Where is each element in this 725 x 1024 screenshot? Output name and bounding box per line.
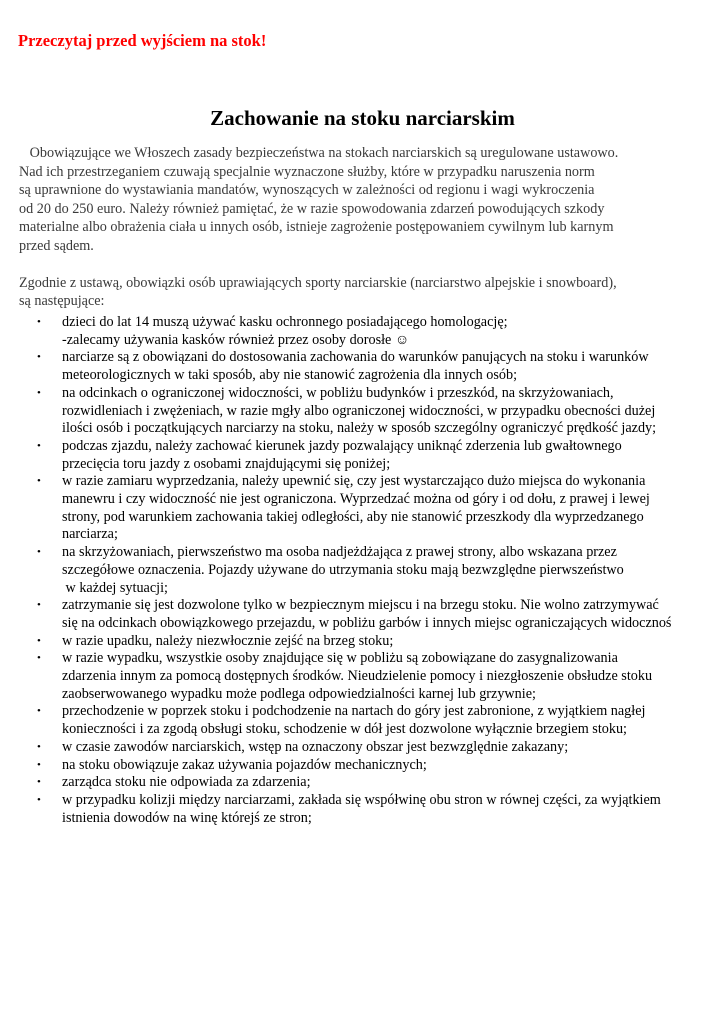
bullet-icon: • xyxy=(37,740,41,753)
rule-line: narciarza; xyxy=(62,526,118,543)
rule-line: ilości osób i początkujących narciarzy na stoku, należy w sposób szczególny ograniczyć prędkość jazdy; xyxy=(62,420,657,437)
rule-line: manewru i czy widoczność nie jest ograniczona. Wyprzedzać można od góry i od dołu, z prawej i lewej xyxy=(62,491,650,508)
bullet-icon: • xyxy=(37,316,41,328)
rule-line: w razie zamiaru wyprzedzania, należy upewnić się, czy jest wystarczająco dużo miejsca do wykonania xyxy=(62,473,646,490)
rule-line: na skrzyżowaniach, pierwszeństwo ma osoba nadjeżdżająca z prawej strony, albo wskazana przez xyxy=(62,544,617,561)
warning-heading: Przeczytaj przed wyjściem na stok! xyxy=(18,31,267,50)
rule-item xyxy=(19,774,719,792)
bullet-icon: • xyxy=(37,705,41,718)
bullet-icon: • xyxy=(37,439,41,452)
rule-line: strony, pod warunkiem zachowania takiej odległości, aby nie stanowić przeszkody dla wyprzedzanego xyxy=(62,508,644,525)
bullet-icon: • xyxy=(37,776,41,789)
intro-line: od 20 do 250 euro. Należy również pamiętać, że w razie spowodowania zdarzeń powodujących szkody xyxy=(19,200,605,217)
intro-line: Obowiązujące we Włoszech zasady bezpieczeństwa na stokach narciarskich są uregulowane ustawowo. xyxy=(19,145,619,161)
rules-list xyxy=(19,314,719,827)
duties-intro-line: są następujące: xyxy=(19,293,105,309)
rule-line: na odcinkach o ograniczonej widoczności, w pobliżu budynków i przeszkód, na skrzyżowaniach, xyxy=(62,384,614,401)
rule-item xyxy=(19,597,719,632)
bullet-icon: • xyxy=(37,475,41,488)
rule-line: w razie upadku, należy niezwłocznie zejść na brzeg stoku; xyxy=(62,632,394,649)
rule-line: -zalecamy używania kasków również przez osoby dorosłe ☺ xyxy=(62,331,410,348)
rule-line: zarządca stoku nie odpowiada za zdarzenia; xyxy=(62,774,311,791)
rule-item xyxy=(19,349,719,384)
rule-item xyxy=(19,792,719,827)
rule-line: szczegółowe oznaczenia. Pojazdy używane do utrzymania stoku mają bezwzględne pierwszeństwo xyxy=(62,561,624,578)
rule-item xyxy=(19,739,719,757)
page-title-text: Zachowanie na stoku narciarskim xyxy=(210,106,515,130)
intro-line: są uprawnione do wystawiania mandatów, wynoszących w zależności od regionu i wagi wykroczenia xyxy=(19,182,595,198)
rule-line: w czasie zawodów narciarskich, wstęp na oznaczony obszar jest bezwzględnie zakazany; xyxy=(62,738,569,755)
rule-line: meteorologicznych w taki sposób, aby nie stanowić zagrożenia dla innych osób; xyxy=(62,367,518,384)
rule-item xyxy=(19,473,719,544)
duties-intro-line: Zgodnie z ustawą, obowiązki osób uprawiających sporty narciarskie (narciarstwo alpejskie i snowboard), xyxy=(19,274,617,291)
rule-line: w każdej sytuacji; xyxy=(62,579,168,596)
rule-line: przecięcia toru jazdy z osobami znajdującymi się poniżej; xyxy=(62,455,391,472)
page-title xyxy=(0,105,725,131)
rule-line: się na odcinkach obowiązkowego przejazdu, w pobliżu garbów i innych miejsc ograniczających widocznoś xyxy=(62,614,672,631)
bullet-icon: • xyxy=(37,793,41,806)
rule-line: istnienia dowodów na winę którejś ze stron; xyxy=(62,809,312,826)
bullet-icon: • xyxy=(37,758,41,771)
rule-item xyxy=(19,757,719,775)
bullet-icon: • xyxy=(37,546,41,559)
rule-line: zaobserwowanego wypadku może podlega odpowiedzialności karnej lub grzywnie; xyxy=(62,685,536,702)
rule-line: konieczności i za zgodą obsługi stoku, schodzenie w dół jest dozwolone wyłącznie brzegiem stoku; xyxy=(62,721,627,738)
rule-line: rozwidleniach i zwężeniach, w razie mgły albo ograniczonej widoczności, w przypadku obecności dużej xyxy=(62,402,656,419)
intro-line: Nad ich przestrzeganiem czuwają specjalnie wyznaczone służby, które w przypadku naruszenia norm xyxy=(19,163,595,180)
rule-line: w razie wypadku, wszystkie osoby znajdujące się w pobliżu są zobowiązane do zasygnalizowania xyxy=(62,650,618,667)
intro-section xyxy=(19,144,709,311)
rule-line: w przypadku kolizji między narciarzami, zakłada się współwinę obu stron w równej części, za wyjątkiem xyxy=(62,791,661,808)
rule-item xyxy=(19,703,719,738)
rule-item xyxy=(19,385,719,438)
bullet-icon: • xyxy=(37,386,41,399)
intro-line: materialne albo obrażenia ciała u innych osób, istnieje zagrożenie postępowaniem cywilnym lub karnym xyxy=(19,219,614,235)
rule-line: zdarzenia innym za pomocą dostępnych środków. Nieudzielenie pomocy i niezgłoszenie obsłudze stoku xyxy=(62,668,653,685)
bullet-icon: • xyxy=(37,652,41,665)
rule-line: dzieci do lat 14 muszą używać kasku ochronnego posiadającego homologację; xyxy=(62,314,508,330)
rule-line: zatrzymanie się jest dozwolone tylko w bezpiecznym miejscu i na brzegu stoku. Nie wolno zatrzymywać xyxy=(62,597,659,614)
rule-line: podczas zjazdu, należy zachować kierunek jazdy pozwalający uniknąć zderzenia lub gwałtownego xyxy=(62,437,622,454)
rule-item xyxy=(19,544,719,597)
rule-line: przechodzenie w poprzek stoku i podchodzenie na nartach do góry jest zabronione, z wyjątkiem nagłej xyxy=(62,703,646,720)
intro-line: przed sądem. xyxy=(19,237,94,254)
rule-item xyxy=(19,438,719,473)
rule-line: narciarze są z obowiązani do dostosowania zachowania do warunków panujących na stoku i warunków xyxy=(62,349,649,366)
rule-item xyxy=(19,633,719,651)
rule-line: na stoku obowiązuje zakaz używania pojazdów mechanicznych; xyxy=(62,756,427,773)
bullet-icon: • xyxy=(37,351,41,364)
rule-item xyxy=(19,314,719,349)
bullet-icon: • xyxy=(37,634,41,647)
bullet-icon: • xyxy=(37,599,41,612)
paragraph-gap xyxy=(19,255,709,274)
rule-item xyxy=(19,650,719,703)
